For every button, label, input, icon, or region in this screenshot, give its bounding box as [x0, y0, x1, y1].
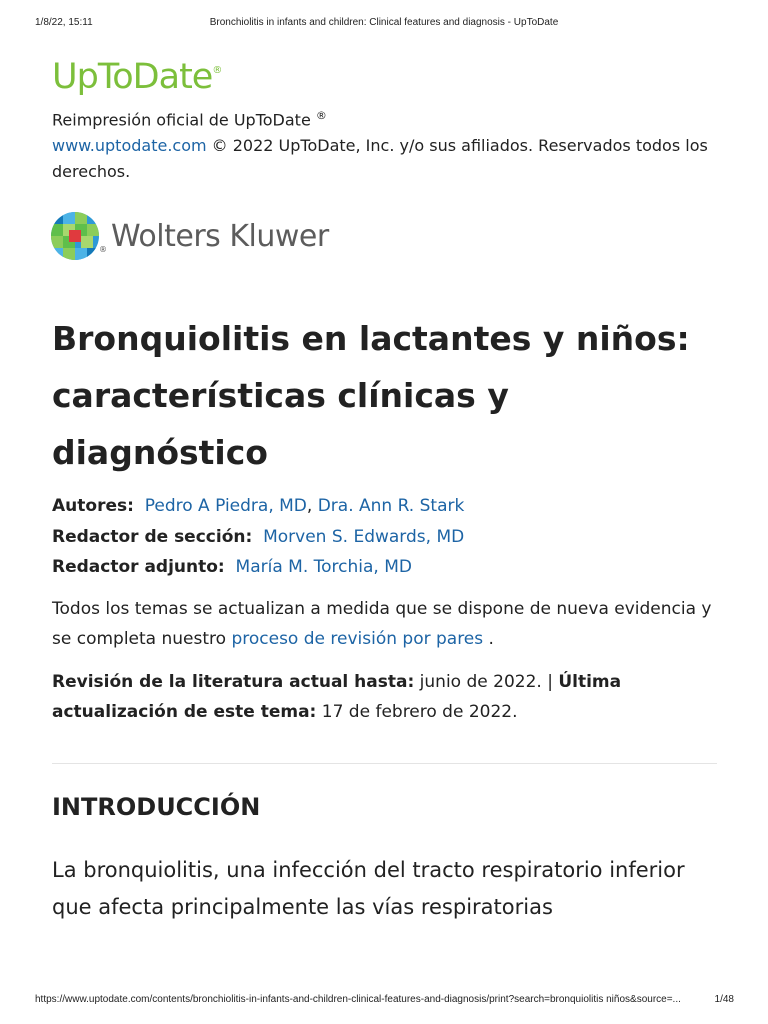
registered-mark: ®: [99, 245, 107, 254]
lit-review-value: junio de 2022. |: [414, 672, 559, 692]
registered-mark: ®: [212, 65, 223, 76]
print-date: 1/8/22, 15:11: [35, 17, 93, 28]
update-policy: [52, 594, 722, 654]
deputy-editor-line: [52, 552, 732, 582]
print-page-title: Bronchiolitis in infants and children: Clinical features and diagnosis - UpToDate: [209, 17, 559, 28]
deputy-editor-label: Redactor adjunto:: [52, 557, 225, 577]
wolters-kluwer-mosaic-icon: [51, 212, 99, 260]
print-url: https://www.uptodate.com/contents/bronchiolitis-in-infants-and-children-clinical-features-and-diagnosis/print?search=bronquiolitis niños&source=...: [35, 994, 681, 1005]
page-number: 1/48: [714, 994, 734, 1005]
last-update-value: 17 de febrero de 2022.: [316, 702, 518, 722]
authors-line: [52, 491, 732, 521]
print-footer: [0, 994, 768, 1008]
authors-label: Autores:: [52, 496, 134, 516]
section-heading: INTRODUCCIÓN: [52, 793, 261, 821]
wolters-kluwer-name: Wolters Kluwer: [111, 219, 329, 254]
author-link[interactable]: Dra. Ann R. Stark: [317, 496, 465, 516]
registered-mark: ®: [315, 109, 327, 122]
copyright-text: © 2022 UpToDate, Inc. y/o sus afiliados. Reservados todos los derechos.: [52, 136, 708, 182]
deputy-editor-link[interactable]: María M. Torchia, MD: [235, 557, 412, 577]
lit-review-label: Revisión de la literatura actual hasta:: [52, 672, 415, 692]
update-policy-text: Todos los temas se actualizan a medida que se dispone de nueva evidencia y se completa nuestro: [52, 599, 712, 649]
last-update-label: Última actualización de este tema:: [52, 672, 622, 722]
uptodate-logo-text: UpToDate: [52, 57, 213, 97]
peer-review-link[interactable]: proceso de revisión por pares: [231, 629, 484, 649]
review-dates: [52, 667, 722, 727]
uptodate-logo: [52, 55, 222, 99]
reprint-line: Reimpresión oficial de UpToDate: [52, 110, 316, 130]
wolters-kluwer-logo: [51, 212, 371, 260]
print-header: [0, 17, 768, 31]
article-title: Bronquiolitis en lactantes y niños: características clínicas y diagnóstico: [52, 319, 690, 472]
section-divider: [52, 763, 717, 764]
section-editor-label: Redactor de sección:: [52, 527, 253, 547]
section-editor-link[interactable]: Morven S. Edwards, MD: [263, 527, 465, 547]
author-separator: ,: [306, 496, 313, 516]
section-editor-line: [52, 522, 732, 552]
reprint-notice: [52, 103, 722, 185]
section-body-text: La bronquiolitis, una infección del tracto respiratorio inferior que afecta principalmente las vías respiratorias: [52, 858, 685, 919]
uptodate-website-link[interactable]: www.uptodate.com: [52, 136, 207, 156]
author-link[interactable]: Pedro A Piedra, MD: [144, 496, 307, 516]
update-policy-end: .: [483, 629, 494, 649]
